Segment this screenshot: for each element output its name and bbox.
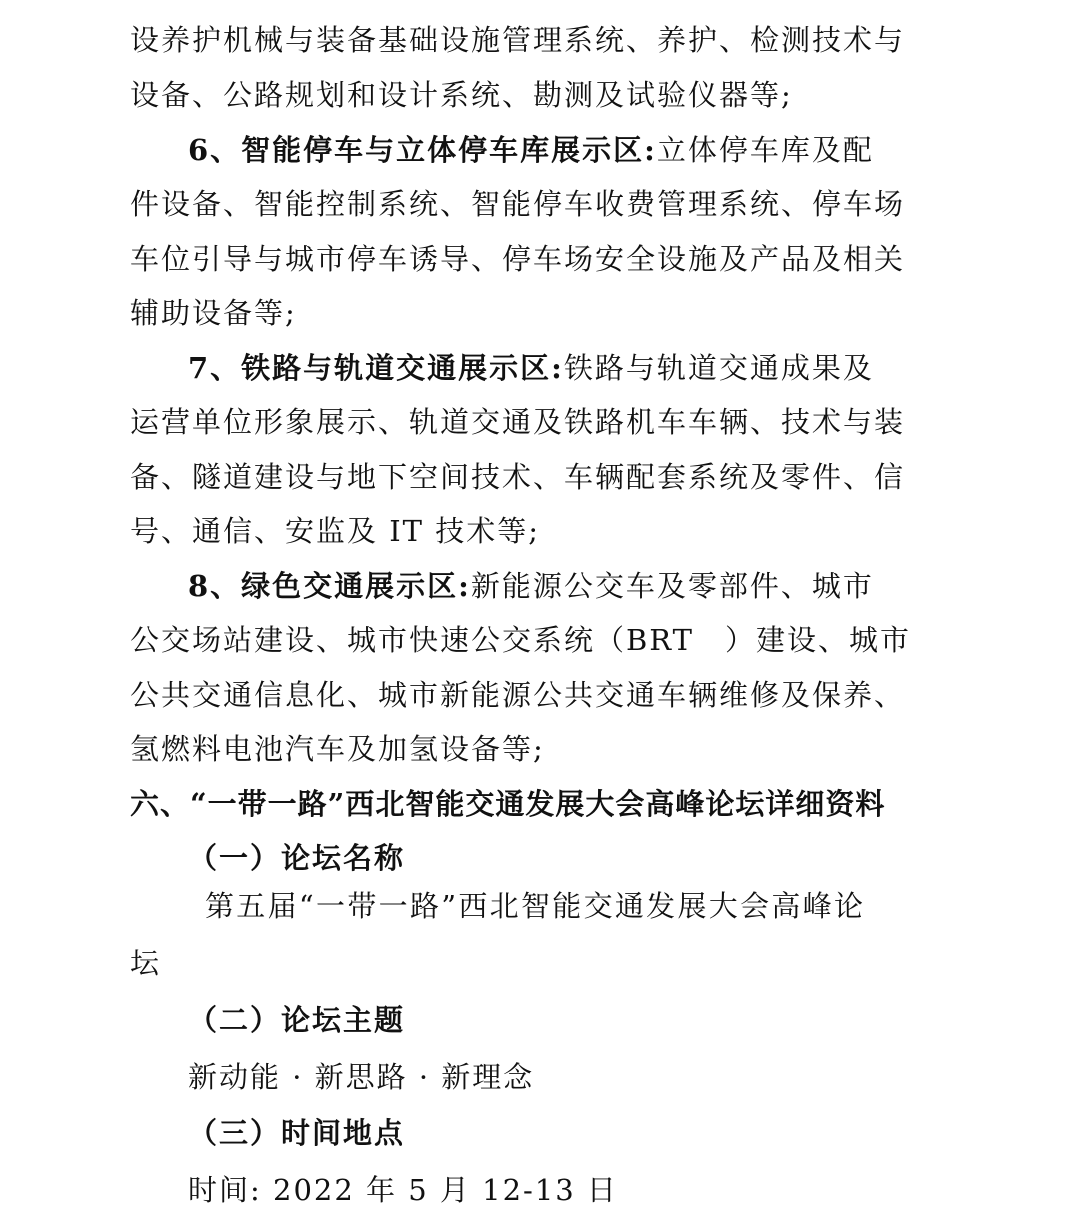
exhibit-item-text: 新能源公交车及零部件、城市 <box>470 569 874 603</box>
exhibit-item-title: 6、智能停车与立体停车库展示区: <box>188 133 657 167</box>
body-text-line: 设养护机械与装备基础设施管理系统、养护、检测技术与 <box>130 23 906 57</box>
forum-theme: 新动能 · 新思路 · 新理念 <box>188 1060 535 1094</box>
exhibit-item-6 <box>188 130 874 170</box>
section-heading: 六、“一带一路”西北智能交通发展大会高峰论坛详细资料 <box>130 787 886 821</box>
body-text-line: 备、隧道建设与地下空间技术、车辆配套系统及零件、信 <box>130 460 906 494</box>
forum-name-line: 第五届“一带一路”西北智能交通发展大会高峰论 <box>205 889 865 923</box>
subsection-title: （一）论坛名称 <box>188 841 406 875</box>
exhibit-item-title: 7、铁路与轨道交通展示区: <box>188 351 564 385</box>
body-text-line: 件设备、智能控制系统、智能停车收费管理系统、停车场 <box>130 187 906 221</box>
forum-name-line: 坛 <box>130 946 162 980</box>
body-text-line: 公共交通信息化、城市新能源公共交通车辆维修及保养、 <box>130 678 906 712</box>
body-text-line: 辅助设备等; <box>130 296 297 330</box>
exhibit-item-7 <box>188 348 874 388</box>
body-text-line: 设备、公路规划和设计系统、勘测及试验仪器等; <box>130 78 793 112</box>
body-text-line: 氢燃料电池汽车及加氢设备等; <box>130 732 545 766</box>
body-text-line: 运营单位形象展示、轨道交通及铁路机车车辆、技术与装 <box>130 405 906 439</box>
body-text-line: 号、通信、安监及 IT 技术等; <box>130 514 541 548</box>
subsection-title: （三）时间地点 <box>188 1116 406 1150</box>
exhibit-item-text: 立体停车库及配 <box>656 133 874 167</box>
exhibit-item-text: 铁路与轨道交通成果及 <box>563 351 874 385</box>
subsection-title: （二）论坛主题 <box>188 1003 406 1037</box>
exhibit-item-8 <box>188 566 874 606</box>
forum-time: 时间: 2022 年 5 月 12-13 日 <box>188 1173 618 1207</box>
body-text-line: 公交场站建设、城市快速公交系统（BRT ）建设、城市 <box>130 623 911 657</box>
exhibit-item-title: 8、绿色交通展示区: <box>188 569 471 603</box>
body-text-line: 车位引导与城市停车诱导、停车场安全设施及产品及相关 <box>130 242 906 276</box>
